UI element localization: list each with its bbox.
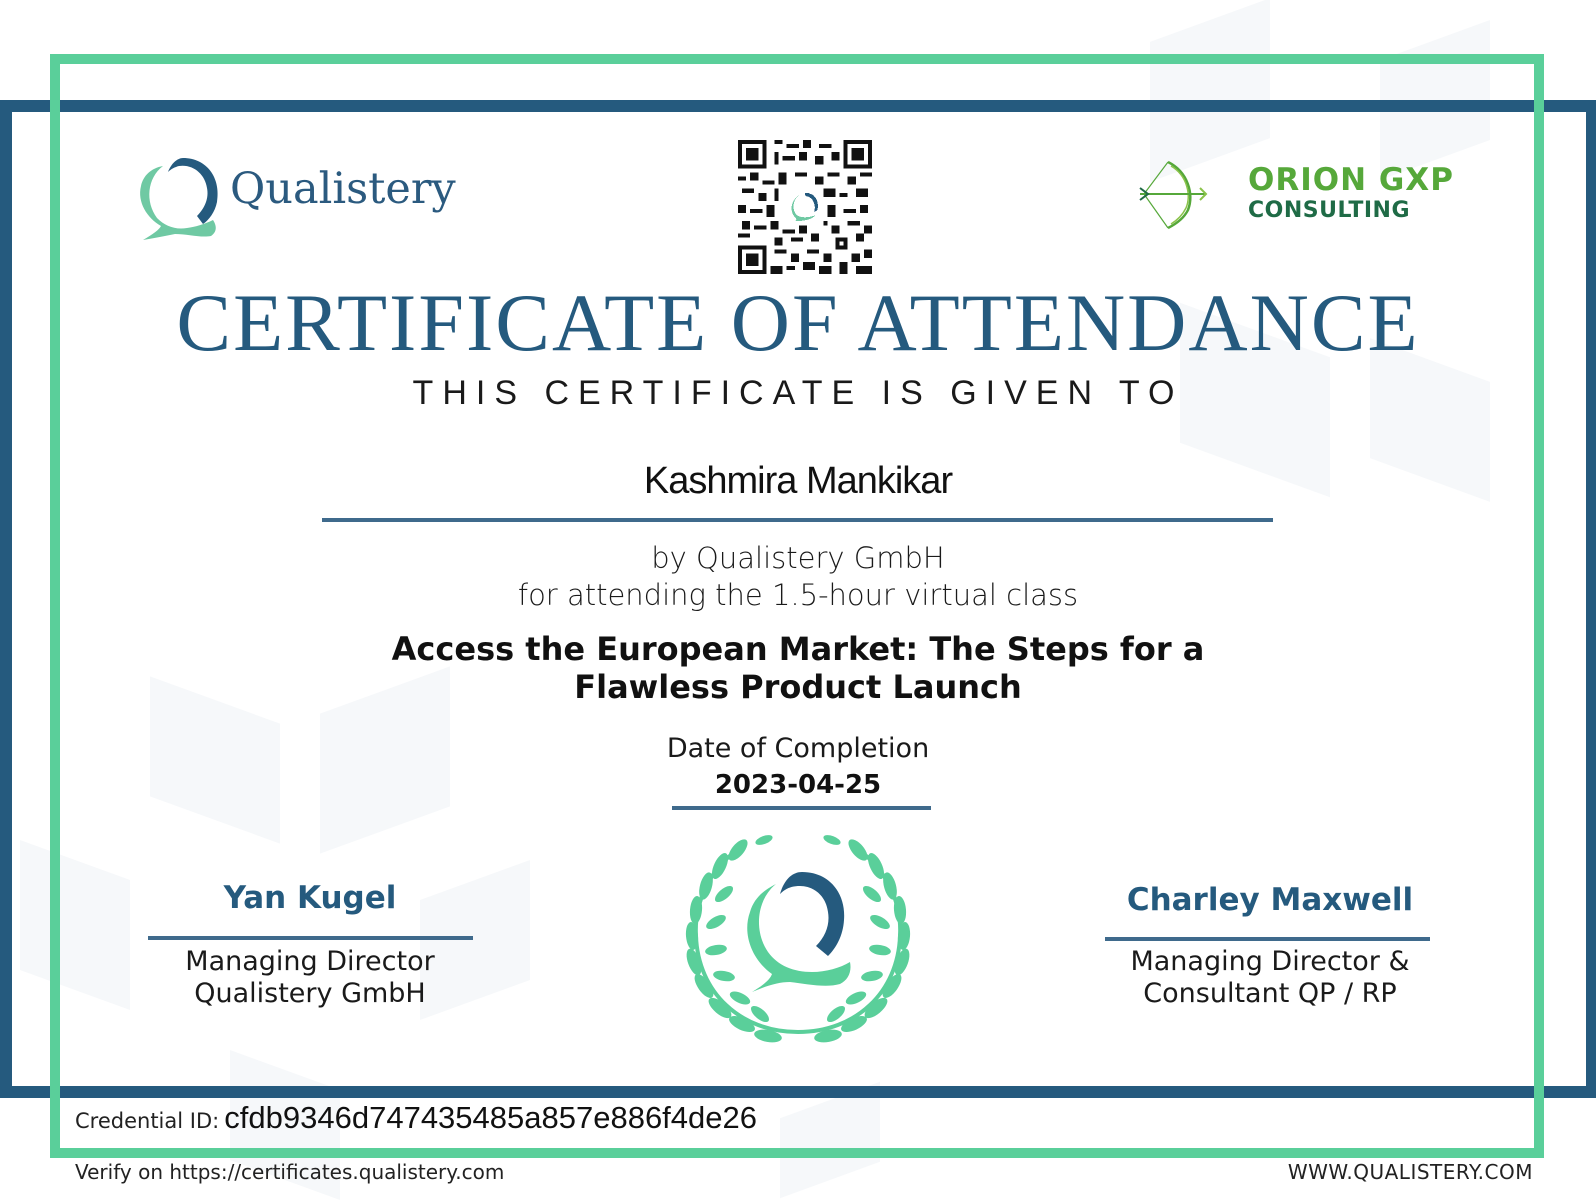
orion-consulting-subtitle: CONSULTING xyxy=(1248,198,1411,223)
course-title-line-2: Flawless Product Launch xyxy=(574,668,1022,706)
reason-line: for attending the 1.5-hour virtual class xyxy=(517,578,1079,612)
credential-id xyxy=(75,1100,757,1136)
certificate-title: CERTIFICATE OF ATTENDANCE xyxy=(176,277,1420,368)
qr-code-icon[interactable] xyxy=(738,140,872,274)
course-title xyxy=(0,630,1596,706)
signatory-role-line-2: Consultant QP / RP xyxy=(1143,978,1397,1009)
signatory-role xyxy=(1105,946,1435,1010)
qualistery-logo-text: Qualistery xyxy=(230,164,456,214)
issuer-statement xyxy=(0,540,1596,614)
credential-id-label: Credential ID: xyxy=(75,1109,220,1133)
certificate-subtitle: THIS CERTIFICATE IS GIVEN TO xyxy=(412,374,1184,412)
course-title-line-1: Access the European Market: The Steps for a xyxy=(391,630,1205,668)
verify-link[interactable]: Verify on https://certificates.qualistery.com xyxy=(75,1160,505,1184)
orion-gxp-title: ORION GXP xyxy=(1248,162,1454,198)
signatory-role-line-1: Managing Director xyxy=(185,946,435,977)
signature-line xyxy=(1105,937,1430,941)
q-logo-icon xyxy=(135,150,225,240)
issuer-line: by Qualistery GmbH xyxy=(651,541,945,575)
signatory-name: Yan Kugel xyxy=(223,880,397,916)
signatory-role-line-2: Qualistery GmbH xyxy=(194,978,426,1009)
laurel-wreath-q-seal-icon xyxy=(680,832,916,1046)
date-underline xyxy=(672,806,931,810)
date-of-completion-label: Date of Completion xyxy=(666,733,930,764)
recipient-underline xyxy=(322,518,1273,522)
signatory-role-line-1: Managing Director & xyxy=(1130,946,1410,977)
date-of-completion-value: 2023-04-25 xyxy=(714,770,882,800)
bow-and-arrow-icon xyxy=(1138,158,1210,230)
signatory-name: Charley Maxwell xyxy=(1126,882,1414,918)
website-link[interactable]: WWW.QUALISTERY.COM xyxy=(1287,1160,1533,1184)
recipient-name: Kashmira Mankikar xyxy=(643,460,953,502)
credential-id-value: cfdb9346d747435485a857e886f4de26 xyxy=(224,1100,758,1135)
signature-line xyxy=(148,936,473,940)
signatory-role xyxy=(150,946,470,1010)
